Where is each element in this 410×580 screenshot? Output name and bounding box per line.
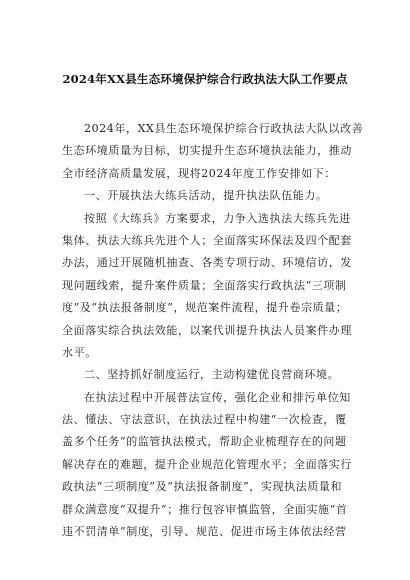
body-line: 度”及“执法报备制度”，规范案件流程，提升卷宗质量； [62,301,348,315]
body-line: 现问题线索，提升案件质量；全面落实行政执法“三项制 [62,278,347,292]
body-line: 法、懂法、守法意识，在执法过程中构建“一次检查，覆 [62,413,347,427]
document-title: 2024年XX县生态环境保护综合行政执法大队工作要点 [62,72,348,86]
body-line: 生态环境质量为目标，切实提升生态环境执法能力，推动 [62,144,352,158]
section-heading-1: 一、开展执法大练兵活动，提升执法队伍能力。 [84,189,328,203]
section-heading-2: 二、坚持抓好制度运行，主动构建优良营商环境。 [84,368,340,382]
body-line: 解决存在的难题，提升企业规范化管理水平；全面落实行 [62,457,352,471]
body-line: 全市经济高质量发展，现将2024年度工作安排如下： [62,166,336,180]
body-line: 在执法过程中开展普法宣传，强化企业和排污单位知 [84,390,351,404]
body-line: 水平。 [62,345,97,359]
body-line: 群众满意度“双提升”；推行包容审慎监管，全面实施“首 [62,502,348,516]
body-line: 政执法“三项制度”及“执法报备制度”，实现执法质量和 [62,480,343,494]
body-line: 2024年，XX县生态环境保护综合行政执法大队以改善 [84,122,364,135]
body-line: 违不罚清单”制度，引导、规范、促进市场主体依法经营 [62,525,347,539]
body-line: 按照《大练兵》方案要求，力争入选执法大练兵先进 [84,211,351,225]
document-body [62,118,364,543]
body-line: 集体、执法大练兵先进个人；全面落实环保法及四个配套 [62,233,352,247]
body-line: 办法，通过开展随机抽查、各类专项行动、环境信访，发 [62,256,352,270]
body-line: 盖多个任务”的监管执法模式，帮助企业梳理存在的问题 [62,435,347,449]
body-line: 全面落实综合执法效能，以案代训提升执法人员案件办理 [62,323,352,337]
